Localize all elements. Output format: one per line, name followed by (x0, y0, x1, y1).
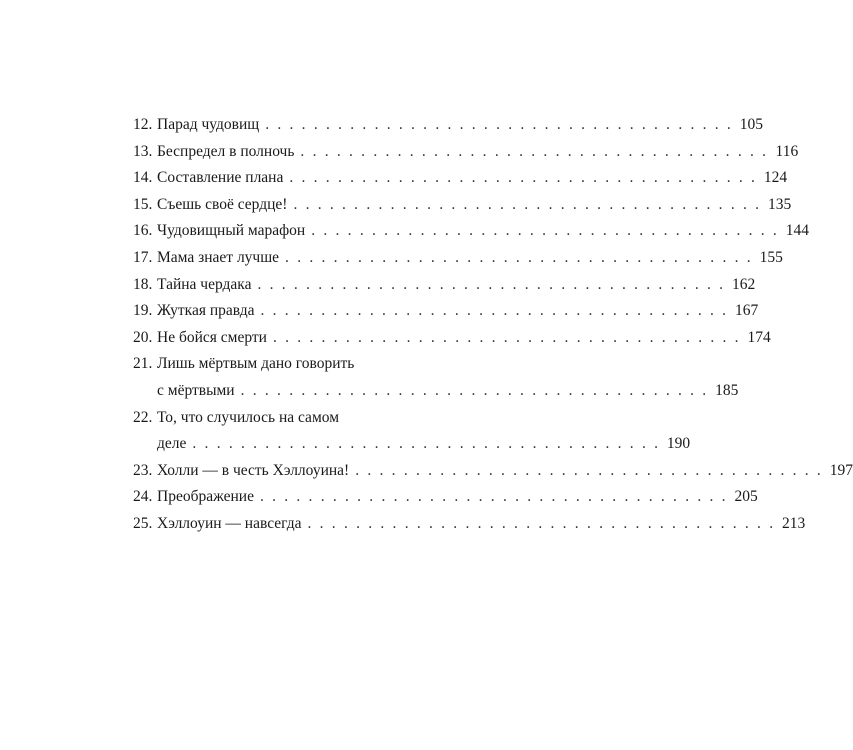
toc-chapter-title: деле (157, 435, 187, 453)
toc-leader-dots: . . . . . . . . . . . . . . . . . . . . . . . . . . . . . . . . . . . . . . . (307, 514, 776, 532)
toc-chapter-number: 12. (133, 116, 153, 133)
toc-page-number: 162 (732, 275, 756, 293)
toc-entry-line (133, 484, 758, 511)
toc-entry-line (133, 298, 759, 325)
toc-entry-line (133, 272, 756, 299)
toc-leader-dots: . . . . . . . . . . . . . . . . . . . . . . . . . . . . . . . . . . . . . . . (272, 328, 741, 346)
toc-entry (133, 405, 691, 458)
toc-chapter-title: Не бойся смерти (157, 328, 267, 346)
toc-leader-dots: . . . . . . . . . . . . . . . . . . . . . . . . . . . . . . . . . . . . . . . (259, 488, 728, 506)
toc-page-number: 197 (829, 461, 853, 479)
toc-entry (133, 139, 799, 166)
toc-chapter-title: Преображение (157, 488, 254, 506)
toc-page-number: 190 (666, 435, 691, 453)
toc-chapter-title: Холли — в честь Хэллоуина! (157, 461, 350, 479)
toc-chapter-title: Лишь мёртвым дано говорить (157, 355, 355, 373)
toc-entry (133, 218, 809, 245)
toc-chapter-number: 19. (133, 302, 153, 320)
toc-chapter-number: 13. (133, 142, 153, 160)
toc-leader-dots: . . . . . . . . . . . . . . . . . . . . . . . . . . . . . . . . . . . . . . . (265, 116, 733, 133)
toc-leader-dots: . . . . . . . . . . . . . . . . . . . . . . . . . . . . . . . . . . . . . . . (192, 435, 661, 453)
toc-page-number: 135 (767, 195, 792, 213)
toc-chapter-number: 18. (133, 275, 153, 293)
toc-chapter-number: 15. (133, 195, 153, 213)
toc-entry-line (133, 351, 415, 378)
toc-chapter-title: Съешь своё сердце! (157, 195, 288, 213)
toc-entry-line (133, 378, 739, 405)
toc-leader-dots: . . . . . . . . . . . . . . . . . . . . . . . . . . . . . . . . . . . . . . . (300, 142, 769, 160)
toc-chapter-number: 21. (133, 355, 153, 373)
toc-entry (133, 192, 792, 219)
toc-entry (133, 112, 763, 139)
toc-entry-line (133, 218, 809, 245)
toc-page-number: 174 (747, 328, 771, 346)
toc-entry (133, 165, 788, 192)
toc-chapter-title: Составление плана (157, 169, 284, 187)
toc-entry-line (133, 405, 415, 432)
toc-page-number: 155 (759, 248, 783, 266)
toc-entry (133, 245, 783, 272)
toc-chapter-title: То, что случилось на самом (157, 408, 340, 426)
toc-chapter-number: 17. (133, 248, 153, 266)
toc-chapter-number: 25. (133, 514, 153, 532)
toc-page-number: 105 (739, 116, 763, 133)
toc-entry-line (133, 325, 771, 352)
toc-entry-line (133, 431, 691, 458)
toc-entry-line (133, 192, 792, 219)
toc-entry (133, 325, 771, 352)
toc-entry (133, 511, 806, 538)
toc-entry-line (133, 165, 788, 192)
toc-entry (133, 484, 758, 511)
toc-chapter-title: Жуткая правда (157, 302, 255, 320)
toc-page-number: 205 (734, 488, 758, 506)
toc-chapter-title: Тайна чердака (157, 275, 252, 293)
toc-chapter-title: Парад чудовищ (157, 116, 260, 133)
toc-entry (133, 458, 853, 485)
toc-leader-dots: . . . . . . . . . . . . . . . . . . . . . . . . . . . . . . . . . . . . . . . (289, 169, 758, 187)
toc-leader-dots: . . . . . . . . . . . . . . . . . . . . . . . . . . . . . . . . . . . . . . . (355, 461, 823, 479)
table-of-contents (133, 112, 853, 538)
toc-entry-line (133, 245, 783, 272)
toc-chapter-title: Чудовищный марафон (157, 222, 306, 240)
toc-page-number: 213 (782, 514, 806, 532)
toc-chapter-number: 23. (133, 461, 153, 479)
toc-leader-dots: . . . . . . . . . . . . . . . . . . . . . . . . . . . . . . . . . . . . . . . (260, 302, 729, 320)
toc-entry (133, 272, 756, 299)
toc-entry-line (133, 458, 853, 485)
toc-chapter-number: 24. (133, 488, 153, 506)
toc-chapter-number: 14. (133, 169, 153, 187)
toc-chapter-title: с мёртвыми (157, 381, 235, 399)
toc-entry-line (133, 511, 806, 538)
toc-leader-dots: . . . . . . . . . . . . . . . . . . . . . . . . . . . . . . . . . . . . . . . (240, 381, 709, 399)
toc-leader-dots: . . . . . . . . . . . . . . . . . . . . . . . . . . . . . . . . . . . . . . . (257, 275, 726, 293)
toc-entry-line (133, 112, 763, 139)
toc-entry (133, 351, 739, 404)
toc-page-number: 144 (785, 222, 809, 240)
toc-chapter-number: 16. (133, 222, 153, 240)
toc-leader-dots: . . . . . . . . . . . . . . . . . . . . . . . . . . . . . . . . . . . . . . . (285, 248, 753, 266)
toc-entry-line (133, 139, 799, 166)
toc-chapter-number: 22. (133, 408, 153, 426)
toc-chapter-title: Мама знает лучше (157, 248, 280, 266)
toc-leader-dots: . . . . . . . . . . . . . . . . . . . . . . . . . . . . . . . . . . . . . . . (293, 195, 762, 213)
toc-chapter-title: Беспредел в полночь (157, 142, 295, 160)
toc-page-number: 185 (715, 381, 739, 399)
toc-page-number: 116 (775, 142, 799, 160)
toc-page-number: 167 (735, 302, 759, 320)
toc-page-number: 124 (763, 169, 788, 187)
toc-chapter-title: Хэллоуин — навсегда (157, 514, 302, 532)
toc-entry (133, 298, 759, 325)
toc-chapter-number: 20. (133, 328, 153, 346)
toc-leader-dots: . . . . . . . . . . . . . . . . . . . . . . . . . . . . . . . . . . . . . . . (311, 222, 779, 240)
